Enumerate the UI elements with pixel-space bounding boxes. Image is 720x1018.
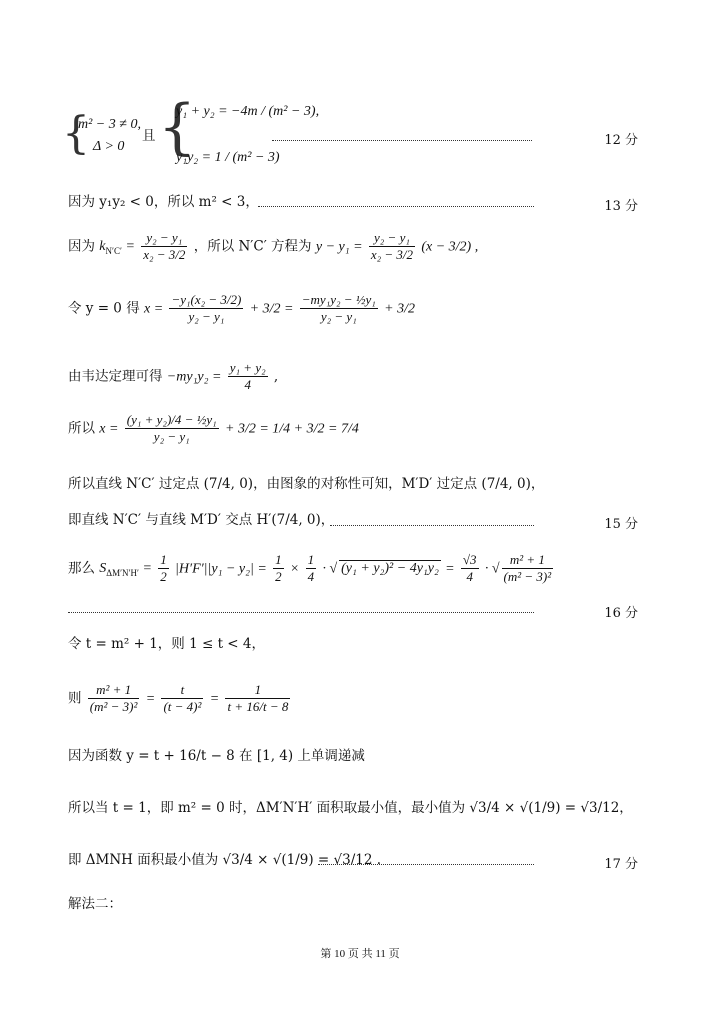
method-two-heading: 解法二： [68,896,122,912]
minimum-area-prime-line: 所以当 t = 1，即 m² = 0 时，ΔM′N′H′ 面积取最小值，最小值为 √3/4 × √(1/9) = √3/12， [68,800,633,816]
simplified-ratio-line: 则 $\frac{\text{m² + 1}}{\text{(m² − 3)²}}$ = $\frac{t}{\text{(t − 4)²}}$ = $\frac{1}{t + 16/t - 8}$ [68,682,289,715]
set-y-zero-line: 令 y = 0 得 x = $\frac{\text{−y₁(x₂ − 3/2)}}{\text{y₂ − y₁}}$ + 3/2 = $\frac{\text{−my₁y₂ − ½y₁}}{\text{y₂ − y₁}}$ + 3/2 [68,292,415,325]
slope-intro: 因为 [68,238,95,255]
leader-dots-17 [318,864,534,865]
x-value-line: 所以 x = $\frac{\text{(y₁ + y₂)/4 − ½y₁}}{\text{y₂ − y₁}}$ + 3/2 = 1/4 + 3/2 = 7/4 [68,412,359,445]
score-16: 16 分 [604,606,638,621]
leader-dots-12 [272,140,532,141]
fixed-point-line: 所以直线 N′C′ 过定点 (7/4, 0)，由图象的对称性可知，M′D′ 过定点 (7/4, 0)， [68,476,545,492]
substitution-line: 令 t = m² + 1，则 1 ≤ t < 4， [68,636,265,652]
score-17: 17 分 [604,857,638,872]
score-13: 13 分 [604,199,638,214]
score-12: 12 分 [604,133,638,148]
minimum-area-line: 即 ΔMNH 面积最小值为 √3/4 × √(1/9) = √3/12 . [68,852,382,868]
x-value-intro: 所以 [68,420,95,437]
leader-dots-15 [330,525,534,526]
area-intro: 那么 [68,560,95,577]
area-formula-line: 那么 $S_{\Delta M'N'H'}$ = $\frac{1}{2}$ |H′F′||y₁ − y₂| = $\frac{1}{2}$ × $\frac{1}{4}$ · √ (y₁ + y₂)² − 4y₁y₂ = $\frac{√3}{4}$ · √ $\frac{\text{m² + 1}}{\text{(m² − 3)²}}$ [68,552,552,585]
left-brace-2: { [158,92,197,162]
intersection-line: 即直线 N′C′ 与直线 M′D′ 交点 H′(7/4, 0)， [68,512,335,528]
condition-m: m² − 3 ≠ 0, [78,117,141,132]
left-brace-1: { [62,108,90,159]
vieta-product: y₁y₂ = 1 / (m² − 3) [176,150,280,165]
vieta-relation-line: 由韦达定理可得 −my₁y₂ = $\frac{\text{y₁ + y₂}}{4}$ , [68,360,279,393]
line-y1y2-negative: 因为 y₁y₂ < 0，所以 m² < 3， [68,194,259,210]
set-y-zero-label: 令 y = 0 得 [68,300,140,317]
monotonic-line: 因为函数 y = t + 16/t − 8 在 [1, 4) 上单调递减 [68,748,365,764]
leader-dots-13 [258,206,534,207]
slope-line: 因为 $k_{N'C'}$ = $\frac{\text{y₂ − y₁}}{\text{x₂ − 3/2}}$ ，所以 N′C′ 方程为 y − y₁ = $\frac{\text{y₂ − y₁}}{\text{x₂ − 3/2}}$ (x − 3/2) , [68,230,479,263]
vieta-relation-label: 由韦达定理可得 [68,368,163,385]
and-word: 且 [142,128,156,144]
vieta-sum: y₁ + y₂ = −4m / (m² − 3), [176,104,320,119]
page-footer: 第 10 页 共 11 页 [320,948,400,960]
condition-delta: Δ > 0 [93,139,125,154]
line-eq-intro: ，所以 N′C′ 方程为 [193,238,312,255]
score-15: 15 分 [604,517,638,532]
leader-dots-16 [68,612,534,613]
simplified-ratio-intro: 则 [68,690,82,707]
